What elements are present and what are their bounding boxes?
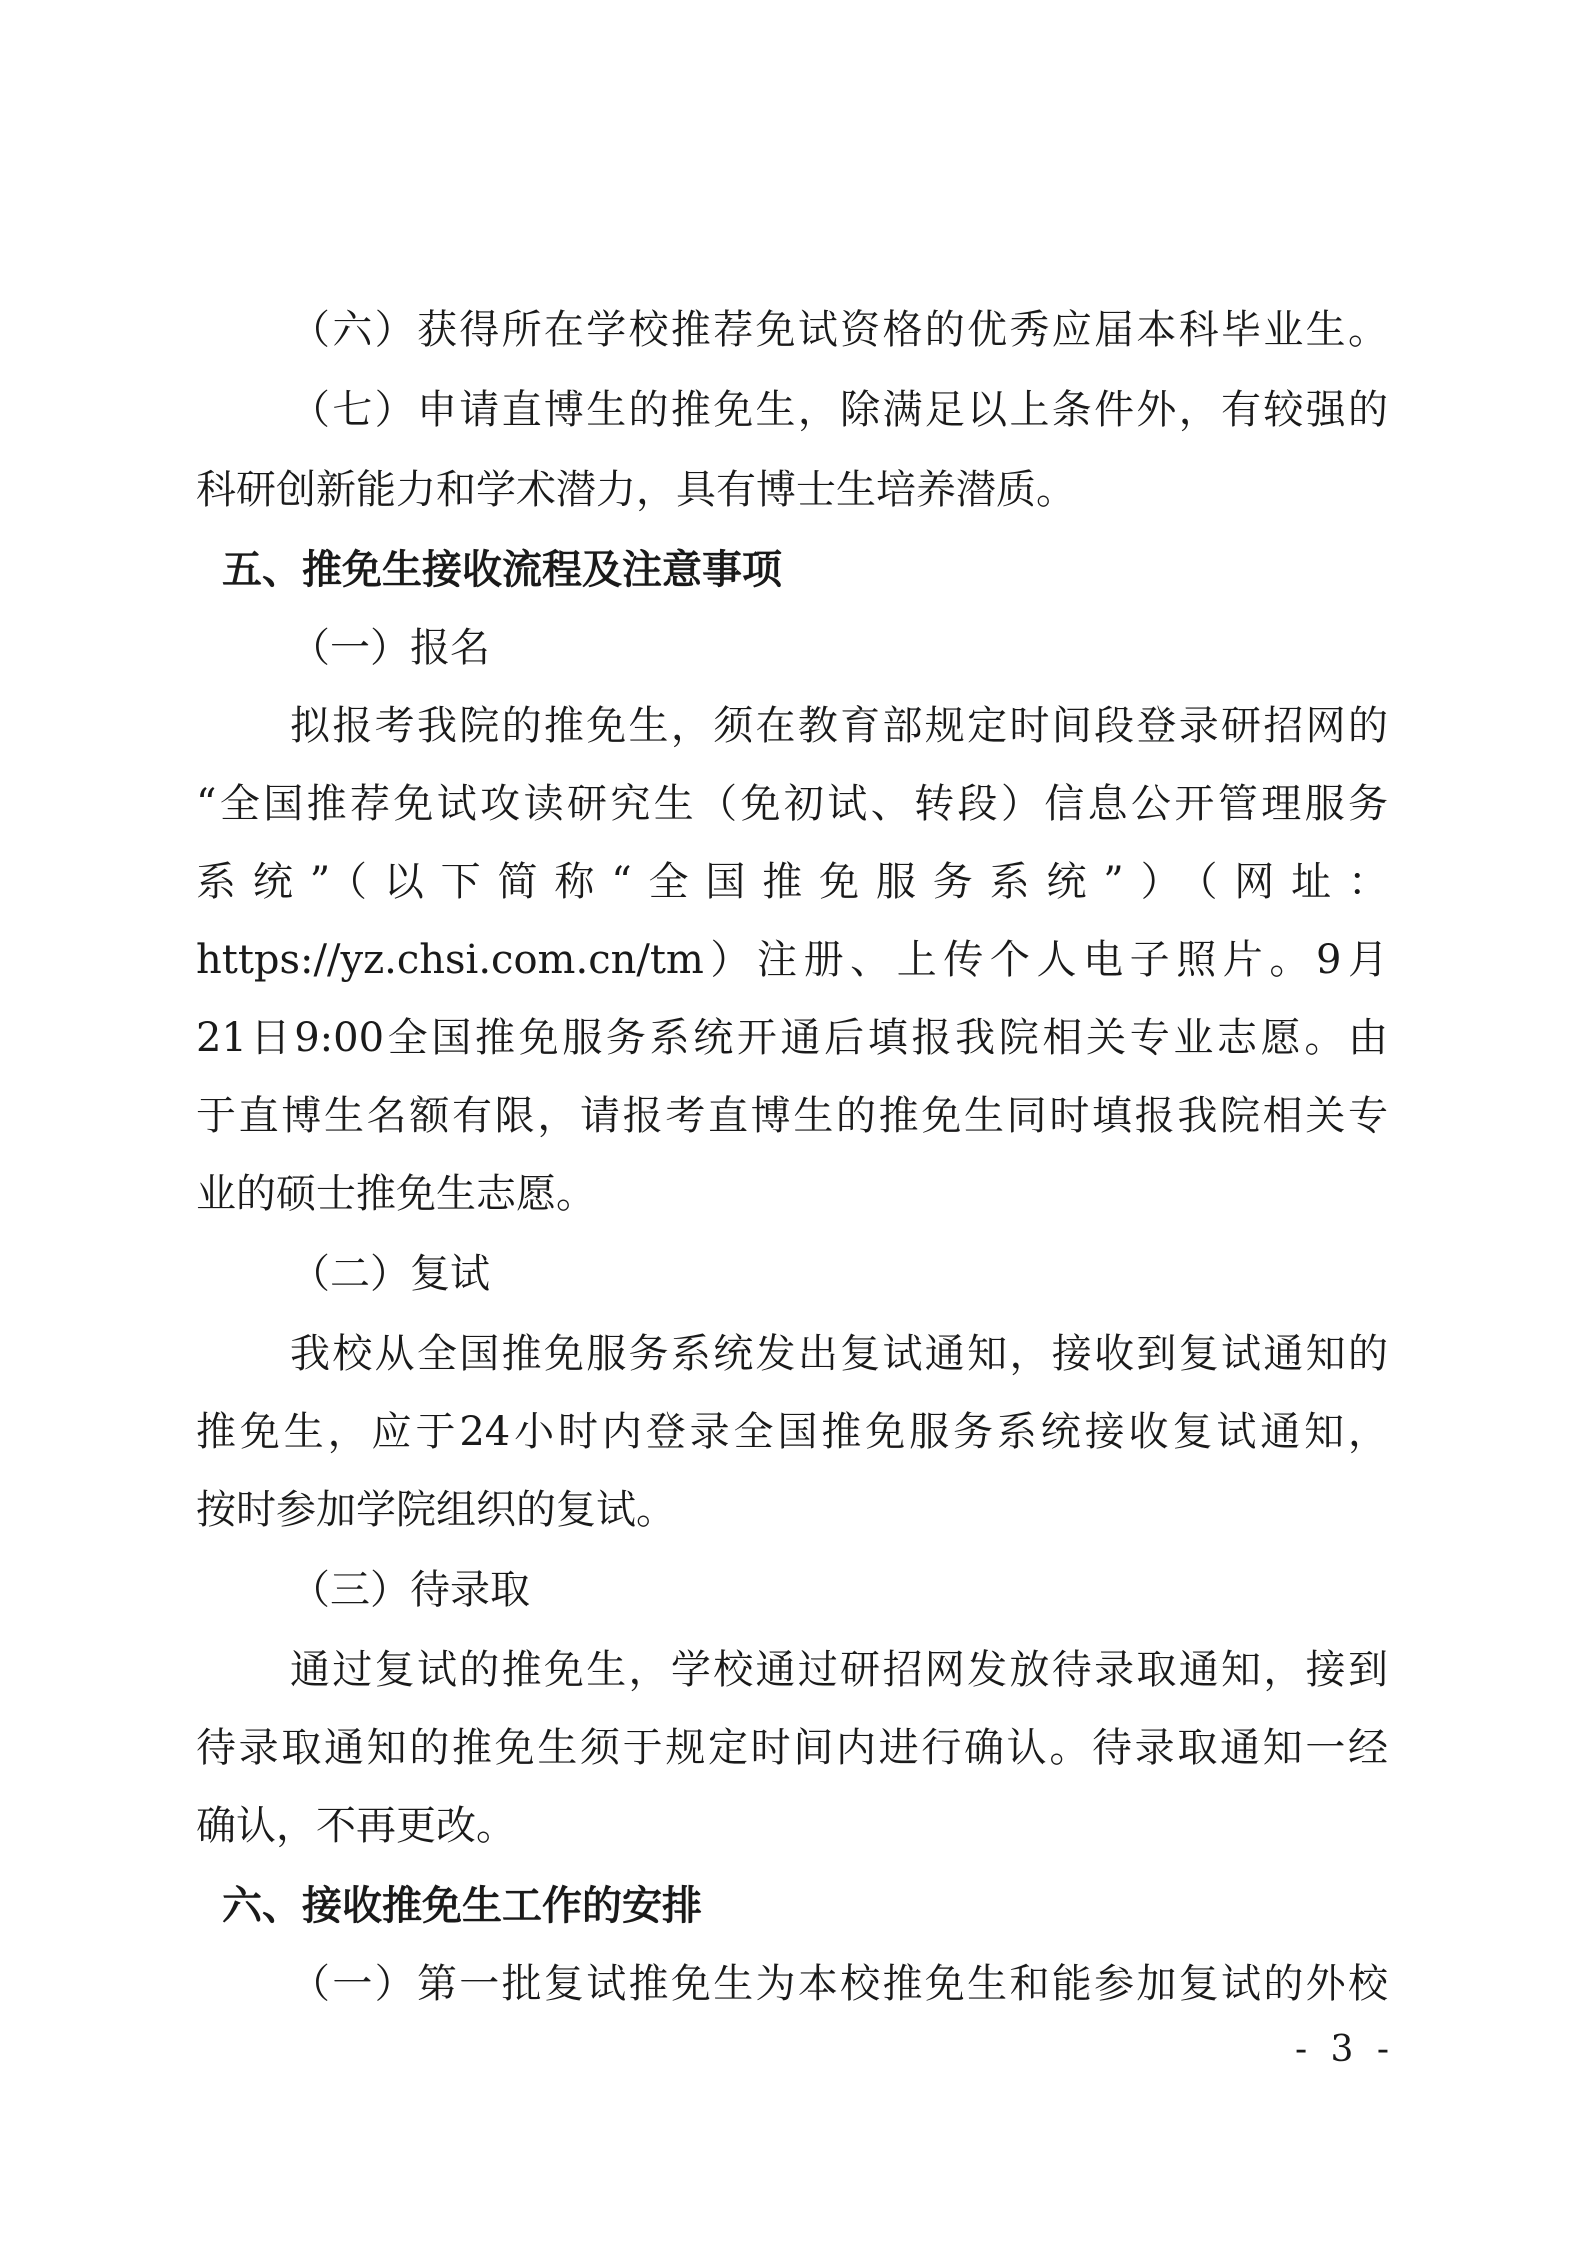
paragraph-line: 21日9:00全国推免服务系统开通后填报我院相关专业志愿。由	[196, 1015, 1388, 1061]
paragraph-line: （六）获得所在学校推荐免试资格的优秀应届本科毕业生。	[290, 307, 1388, 353]
paragraph-line: 待录取通知的推免生须于规定时间内进行确认。待录取通知一经	[196, 1725, 1388, 1771]
paragraph-line: 业的硕士推免生志愿。	[196, 1171, 596, 1217]
paragraph-line: 按时参加学院组织的复试。	[196, 1487, 676, 1533]
subsection-heading: （三）待录取	[290, 1567, 530, 1613]
paragraph-line: 通过复试的推免生，学校通过研招网发放待录取通知，接到	[290, 1647, 1388, 1693]
paragraph-line: 推免生，应于24小时内登录全国推免服务系统接收复试通知，	[196, 1409, 1388, 1455]
paragraph-line: 拟报考我院的推免生，须在教育部规定时间段登录研招网的	[290, 703, 1388, 749]
paragraph-line: 确认，不再更改。	[196, 1803, 516, 1849]
paragraph-line: “全国推荐免试攻读研究生（免初试、转段）信息公开管理服务	[196, 781, 1388, 827]
subsection-heading: （一）报名	[290, 625, 490, 671]
page-number: - 3 -	[1294, 2029, 1396, 2070]
paragraph-line: 系统”（以下简称“全国推免服务系统”）（网址：	[196, 859, 1388, 905]
paragraph-line: （一）第一批复试推免生为本校推免生和能参加复试的外校	[290, 1961, 1388, 2007]
section-heading-6: 六、接收推免生工作的安排	[222, 1883, 702, 1929]
paragraph-line: 我校从全国推免服务系统发出复试通知，接收到复试通知的	[290, 1331, 1388, 1377]
section-heading-5: 五、推免生接收流程及注意事项	[222, 547, 782, 593]
subsection-heading: （二）复试	[290, 1251, 490, 1297]
paragraph-line: （七）申请直博生的推免生，除满足以上条件外，有较强的	[290, 387, 1388, 433]
paragraph-line: 科研创新能力和学术潜力，具有博士生培养潜质。	[196, 467, 1076, 513]
paragraph-line: https://yz.chsi.com.cn/tm）注册、上传个人电子照片。9月	[196, 937, 1388, 983]
paragraph-line: 于直博生名额有限，请报考直博生的推免生同时填报我院相关专	[196, 1093, 1388, 1139]
